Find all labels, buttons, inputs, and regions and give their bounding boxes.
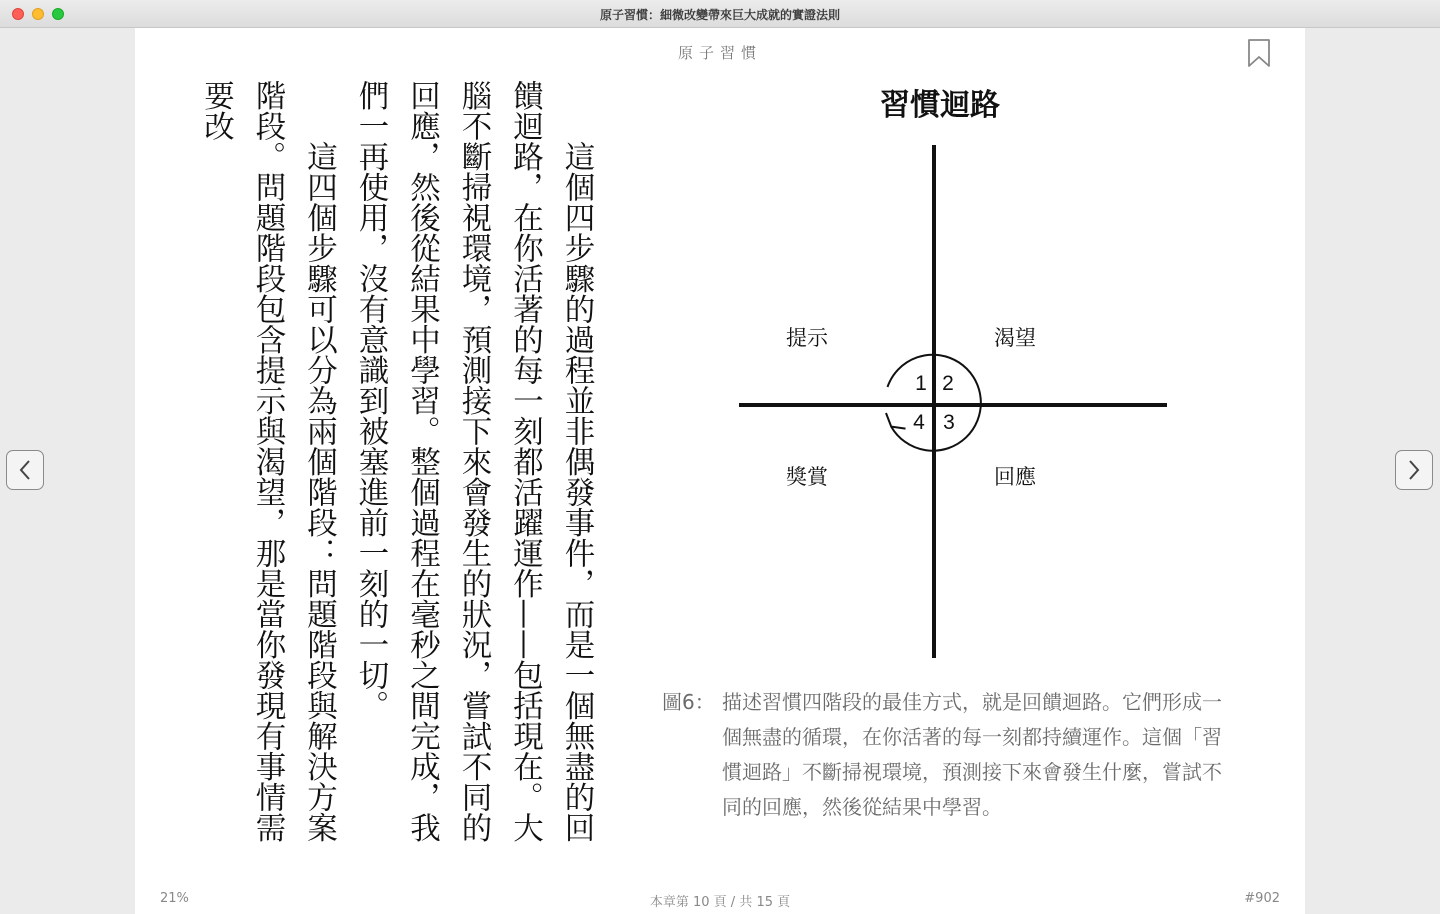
- figure-title: 習慣迴路: [880, 88, 1000, 123]
- location-number: #902: [1244, 891, 1280, 906]
- quadrant-label-craving: 渴望: [994, 327, 1036, 350]
- chevron-left-icon: [18, 459, 32, 481]
- step-number: 4: [913, 411, 925, 434]
- habit-loop-diagram: [735, 143, 1175, 663]
- paragraph: 這個四步驟的過程並非偶發事件，而是一個無盡的回饋迴路，在你活著的每一刻都活躍運作——包括現在。大腦不斷掃視環境，預測接下來會發生的狀況，嘗試不同的回應，然後從結果中學習。整個過程在毫秒之間完成，我們一再使用，沒有意識到被塞進前一刻的一切。: [353, 80, 594, 843]
- running-header: 原子習慣: [677, 44, 762, 62]
- previous-page-button[interactable]: [6, 450, 44, 490]
- reading-progress: 21%: [160, 891, 189, 906]
- next-page-button[interactable]: [1395, 450, 1433, 490]
- step-number: 1: [915, 372, 927, 395]
- paragraph: 這四個步驟可以分為兩個階段：問題階段與解決方案階段。問題階段包含提示與渴望，那是當你發現有事情需要改: [198, 80, 337, 843]
- step-number: 2: [942, 372, 954, 395]
- step-number: 3: [943, 411, 955, 434]
- chevron-right-icon: [1407, 459, 1421, 481]
- body-text: [190, 80, 602, 870]
- loop-arrowhead: [886, 413, 906, 429]
- chapter-page-info: 本章第 10 頁 / 共 15 頁: [649, 895, 791, 910]
- quadrant-label-reward: 獎賞: [786, 466, 828, 489]
- title-bar: [0, 0, 1440, 28]
- bookmark-icon[interactable]: [1246, 38, 1272, 68]
- caption-text: 描述習慣四階段的最佳方式，就是回饋迴路。它們形成一個無盡的循環，在你活著的每一刻都持續運作。這個「習慣迴路」不斷掃視環境，預測接下來會發生什麼，嘗試不同的回應，然後從結果中學習。: [722, 690, 1222, 819]
- quadrant-label-response: 回應: [994, 466, 1036, 489]
- window-title: 原子習慣：細微改變帶來巨大成就的實證法則: [599, 8, 840, 22]
- book-page: [135, 28, 1305, 914]
- caption-label: 圖6：: [662, 690, 715, 714]
- figure-caption: [662, 685, 1222, 825]
- quadrant-label-cue: 提示: [786, 327, 828, 350]
